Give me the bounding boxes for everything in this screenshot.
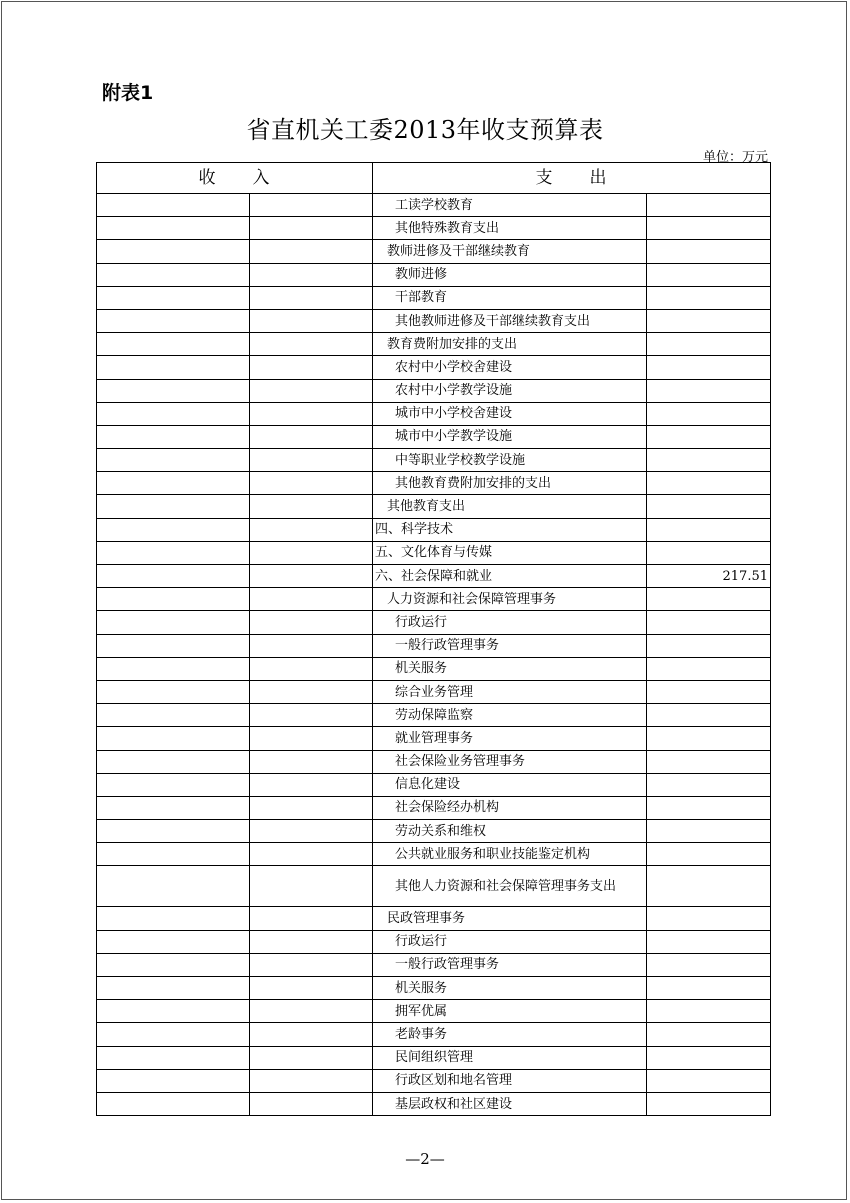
expense-item-cell: 就业管理事务 [373, 727, 647, 750]
income-amount-cell [250, 843, 373, 866]
expense-amount-cell [647, 541, 771, 564]
table-row [97, 379, 771, 402]
expense-amount-cell [647, 518, 771, 541]
income-amount-cell [250, 286, 373, 309]
income-amount-cell [250, 495, 373, 518]
income-amount-cell [250, 356, 373, 379]
income-amount-cell [250, 541, 373, 564]
expense-item-cell: 教师进修及干部继续教育 [373, 240, 647, 263]
income-item-cell [97, 495, 250, 518]
table-row [97, 565, 771, 588]
table-row [97, 820, 771, 843]
income-item-cell [97, 425, 250, 448]
expense-amount-cell [647, 1092, 771, 1115]
expense-amount-cell [647, 773, 771, 796]
income-item-cell [97, 240, 250, 263]
expense-amount-cell [647, 495, 771, 518]
income-item-cell [97, 356, 250, 379]
expense-item-cell: 基层政权和社区建设 [373, 1092, 647, 1115]
expense-item-cell: 机关服务 [373, 657, 647, 680]
income-item-cell [97, 1046, 250, 1069]
budget-table-body [97, 163, 771, 1116]
income-amount-cell [250, 472, 373, 495]
income-header: 收 入 [97, 163, 373, 194]
page-title: 省直机关工委2013年收支预算表 [246, 116, 604, 144]
expense-item-cell: 行政运行 [373, 611, 647, 634]
income-item-cell [97, 907, 250, 930]
expense-amount-cell [647, 356, 771, 379]
income-item-cell [97, 843, 250, 866]
income-item-cell [97, 953, 250, 976]
expense-item-cell: 劳动关系和维权 [373, 820, 647, 843]
table-row [97, 1092, 771, 1115]
expense-item-cell: 农村中小学教学设施 [373, 379, 647, 402]
expense-amount-cell [647, 977, 771, 1000]
income-amount-cell [250, 866, 373, 907]
expense-amount-cell [647, 704, 771, 727]
income-item-cell [97, 866, 250, 907]
income-amount-cell [250, 611, 373, 634]
expense-item-cell: 社会保险业务管理事务 [373, 750, 647, 773]
table-row [97, 263, 771, 286]
income-amount-cell [250, 194, 373, 217]
table-header-row [97, 163, 771, 194]
expense-amount-cell [647, 1000, 771, 1023]
expense-amount-cell [647, 611, 771, 634]
income-amount-cell [250, 634, 373, 657]
table-row [97, 495, 771, 518]
expense-amount-cell [647, 217, 771, 240]
expense-item-cell: 教育费附加安排的支出 [373, 333, 647, 356]
expense-item-cell: 行政区划和地名管理 [373, 1069, 647, 1092]
income-item-cell [97, 680, 250, 703]
income-amount-cell [250, 1000, 373, 1023]
income-amount-cell [250, 820, 373, 843]
expense-amount-cell [647, 333, 771, 356]
table-row [97, 611, 771, 634]
income-item-cell [97, 820, 250, 843]
income-item-cell [97, 472, 250, 495]
income-amount-cell [250, 750, 373, 773]
income-item-cell [97, 750, 250, 773]
expense-amount-cell [647, 472, 771, 495]
expense-item-cell: 其他特殊教育支出 [373, 217, 647, 240]
expense-amount-cell [647, 402, 771, 425]
income-item-cell [97, 588, 250, 611]
table-row [97, 541, 771, 564]
table-row [97, 1069, 771, 1092]
expense-amount-cell [647, 820, 771, 843]
table-row [97, 425, 771, 448]
expense-amount-cell: 217.51 [647, 565, 771, 588]
expense-amount-cell [647, 588, 771, 611]
expense-item-cell: 其他教师进修及干部继续教育支出 [373, 309, 647, 332]
table-row [97, 843, 771, 866]
table-row [97, 588, 771, 611]
income-amount-cell [250, 217, 373, 240]
income-amount-cell [250, 977, 373, 1000]
table-row [97, 472, 771, 495]
table-row [97, 727, 771, 750]
expense-item-cell: 公共就业服务和职业技能鉴定机构 [373, 843, 647, 866]
table-row [97, 930, 771, 953]
income-amount-cell [250, 727, 373, 750]
appendix-label: 附表1 [102, 82, 154, 104]
expense-item-cell: 人力资源和社会保障管理事务 [373, 588, 647, 611]
expense-item-cell: 工读学校教育 [373, 194, 647, 217]
income-amount-cell [250, 402, 373, 425]
income-item-cell [97, 773, 250, 796]
income-item-cell [97, 333, 250, 356]
table-row [97, 518, 771, 541]
income-amount-cell [250, 953, 373, 976]
income-item-cell [97, 565, 250, 588]
income-item-cell [97, 977, 250, 1000]
expense-amount-cell [647, 750, 771, 773]
table-row [97, 750, 771, 773]
income-amount-cell [250, 425, 373, 448]
expense-item-cell: 中等职业学校教学设施 [373, 449, 647, 472]
expense-item-cell: 城市中小学教学设施 [373, 425, 647, 448]
table-row [97, 333, 771, 356]
income-item-cell [97, 611, 250, 634]
income-item-cell [97, 286, 250, 309]
expense-item-cell: 劳动保障监察 [373, 704, 647, 727]
income-item-cell [97, 217, 250, 240]
expense-amount-cell [647, 1023, 771, 1046]
expense-amount-cell [647, 907, 771, 930]
expense-amount-cell [647, 930, 771, 953]
expense-item-cell: 教师进修 [373, 263, 647, 286]
income-item-cell [97, 1023, 250, 1046]
expense-amount-cell [647, 1069, 771, 1092]
income-item-cell [97, 402, 250, 425]
income-amount-cell [250, 1023, 373, 1046]
income-item-cell [97, 263, 250, 286]
table-row [97, 309, 771, 332]
expense-amount-cell [647, 379, 771, 402]
expense-amount-cell [647, 657, 771, 680]
expense-item-cell: 民政管理事务 [373, 907, 647, 930]
expense-item-cell: 民间组织管理 [373, 1046, 647, 1069]
table-row [97, 356, 771, 379]
income-amount-cell [250, 657, 373, 680]
expense-amount-cell [647, 866, 771, 907]
table-row [97, 402, 771, 425]
expense-item-cell: 其他教育支出 [373, 495, 647, 518]
expense-amount-cell [647, 843, 771, 866]
expense-item-cell: 信息化建设 [373, 773, 647, 796]
expense-amount-cell [647, 425, 771, 448]
income-amount-cell [250, 333, 373, 356]
table-row [97, 680, 771, 703]
expense-item-cell: 五、文化体育与传媒 [373, 541, 647, 564]
income-amount-cell [250, 907, 373, 930]
expense-item-cell: 老龄事务 [373, 1023, 647, 1046]
table-row [97, 286, 771, 309]
income-amount-cell [250, 518, 373, 541]
expense-item-cell: 行政运行 [373, 930, 647, 953]
expense-item-cell: 机关服务 [373, 977, 647, 1000]
expense-item-cell: 一般行政管理事务 [373, 953, 647, 976]
expense-item-cell: 其他教育费附加安排的支出 [373, 472, 647, 495]
expense-item-cell: 拥军优属 [373, 1000, 647, 1023]
expense-header: 支 出 [373, 163, 771, 194]
income-item-cell [97, 309, 250, 332]
expense-amount-cell [647, 796, 771, 819]
expense-amount-cell [647, 194, 771, 217]
income-item-cell [97, 541, 250, 564]
income-item-cell [97, 1000, 250, 1023]
table-row [97, 449, 771, 472]
expense-item-cell: 一般行政管理事务 [373, 634, 647, 657]
expense-amount-cell [647, 309, 771, 332]
expense-amount-cell [647, 240, 771, 263]
table-row [97, 773, 771, 796]
table-row [97, 240, 771, 263]
expense-amount-cell [647, 263, 771, 286]
expense-amount-cell [647, 286, 771, 309]
table-row [97, 1000, 771, 1023]
expense-amount-cell [647, 727, 771, 750]
expense-item-cell: 其他人力资源和社会保障管理事务支出 [373, 866, 647, 907]
table-row [97, 634, 771, 657]
expense-amount-cell [647, 449, 771, 472]
income-amount-cell [250, 588, 373, 611]
income-amount-cell [250, 565, 373, 588]
income-item-cell [97, 1092, 250, 1115]
income-amount-cell [250, 1069, 373, 1092]
income-item-cell [97, 194, 250, 217]
income-amount-cell [250, 379, 373, 402]
expense-item-cell: 农村中小学校舍建设 [373, 356, 647, 379]
table-row [97, 657, 771, 680]
expense-amount-cell [647, 634, 771, 657]
table-row [97, 796, 771, 819]
income-item-cell [97, 449, 250, 472]
income-amount-cell [250, 930, 373, 953]
income-amount-cell [250, 773, 373, 796]
income-amount-cell [250, 1092, 373, 1115]
income-item-cell [97, 727, 250, 750]
income-item-cell [97, 518, 250, 541]
expense-item-cell: 综合业务管理 [373, 680, 647, 703]
unit-label: 单位：万元 [702, 150, 768, 165]
income-amount-cell [250, 704, 373, 727]
budget-table [96, 162, 771, 1116]
income-item-cell [97, 796, 250, 819]
income-item-cell [97, 704, 250, 727]
expense-amount-cell [647, 680, 771, 703]
table-row [97, 704, 771, 727]
expense-amount-cell [647, 1046, 771, 1069]
income-item-cell [97, 657, 250, 680]
income-amount-cell [250, 263, 373, 286]
income-item-cell [97, 930, 250, 953]
table-row [97, 1023, 771, 1046]
income-amount-cell [250, 449, 373, 472]
table-row [97, 866, 771, 907]
table-row [97, 1046, 771, 1069]
page-number: —2— [405, 1150, 445, 1168]
income-amount-cell [250, 796, 373, 819]
income-amount-cell [250, 1046, 373, 1069]
income-amount-cell [250, 240, 373, 263]
expense-item-cell: 城市中小学校舍建设 [373, 402, 647, 425]
table-row [97, 217, 771, 240]
income-item-cell [97, 1069, 250, 1092]
expense-amount-cell [647, 953, 771, 976]
expense-item-cell: 六、社会保障和就业 [373, 565, 647, 588]
table-row [97, 953, 771, 976]
income-amount-cell [250, 680, 373, 703]
table-row [97, 194, 771, 217]
table-row [97, 977, 771, 1000]
income-item-cell [97, 634, 250, 657]
table-row [97, 907, 771, 930]
expense-item-cell: 社会保险经办机构 [373, 796, 647, 819]
income-amount-cell [250, 309, 373, 332]
expense-item-cell: 四、科学技术 [373, 518, 647, 541]
expense-item-cell: 干部教育 [373, 286, 647, 309]
income-item-cell [97, 379, 250, 402]
